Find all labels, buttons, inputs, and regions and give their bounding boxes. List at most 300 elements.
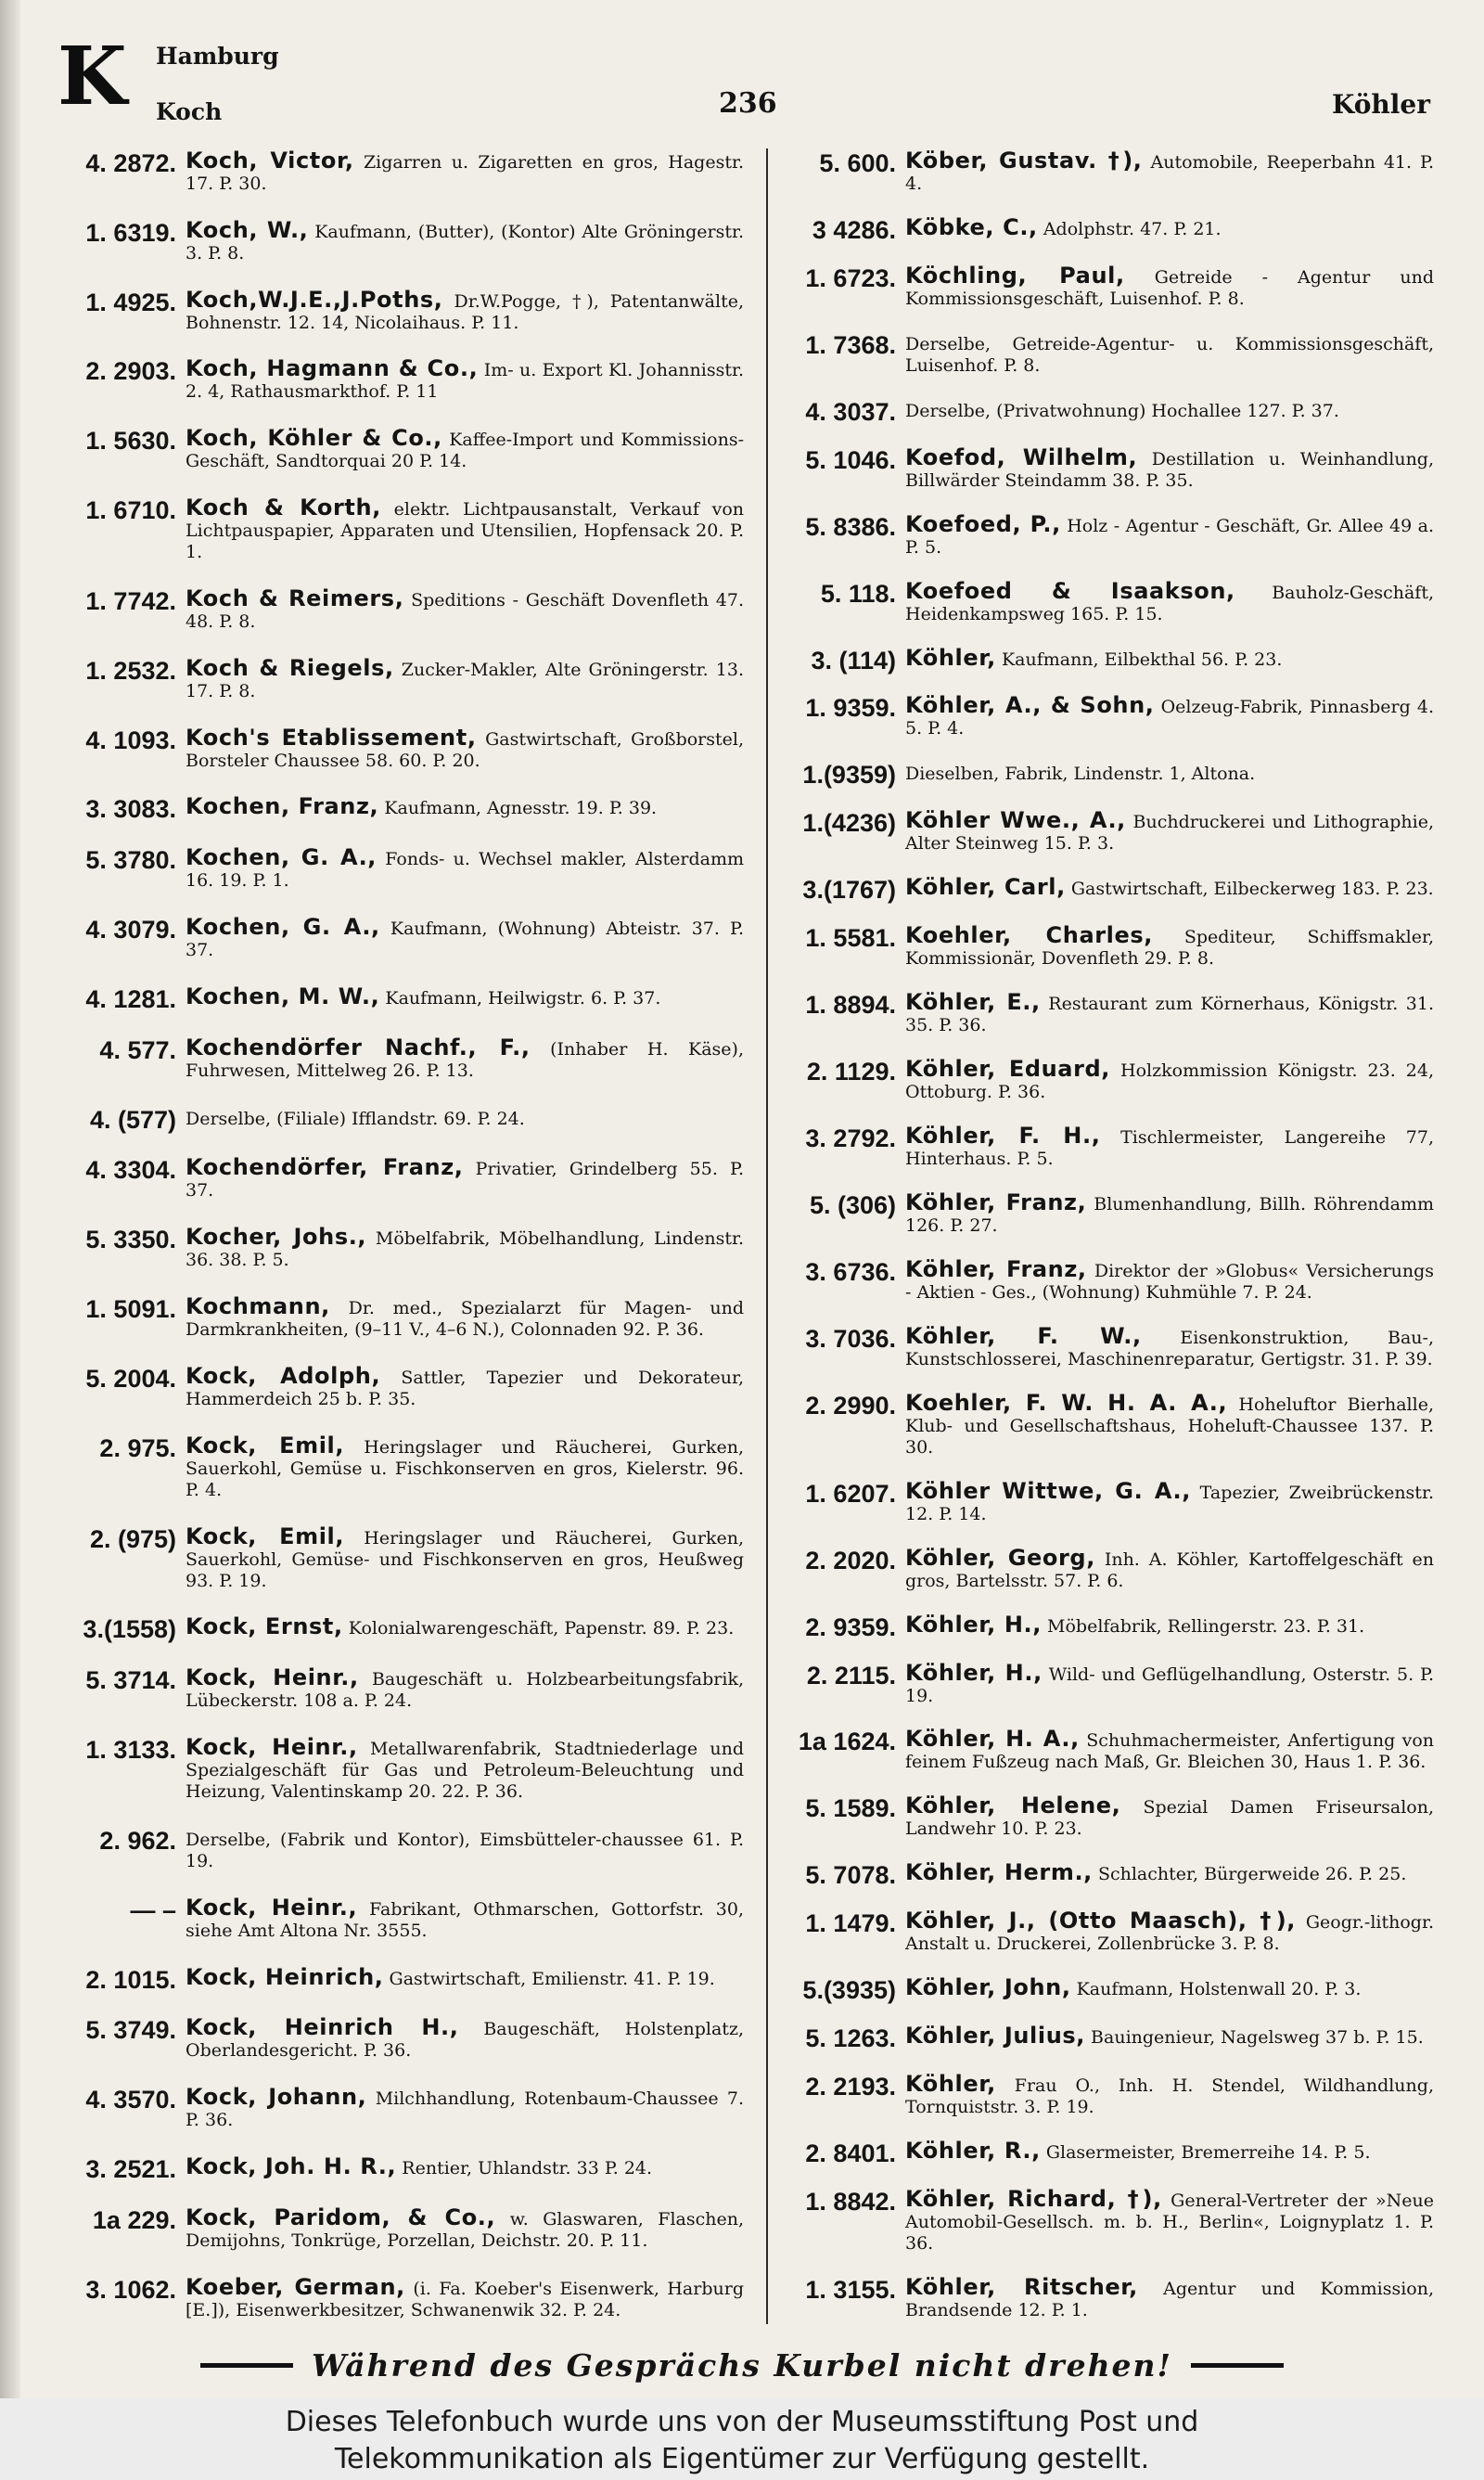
entry-text (186, 1154, 745, 1201)
directory-entry (58, 724, 744, 772)
directory-entry (774, 762, 1434, 788)
entry-details: Kaufmann, Agnesstr. 19. P. 39. (384, 798, 658, 819)
subscriber-name: Koch, Victor, (186, 148, 354, 173)
phone-number: 4. (577) (89, 1105, 176, 1134)
entry-text (186, 1963, 744, 1990)
entry-text (186, 2204, 744, 2252)
entry-details: Restaurant zum Körnerhaus, Königstr. 31. 35. P. 36. (905, 994, 1434, 1036)
entry-details: Kaufmann, Eilbekthal 56. P. 23. (1001, 649, 1283, 670)
page-number: 236 (719, 87, 777, 120)
directory-entry (774, 2071, 1434, 2118)
entry-details: Baugeschäft, Holstenplatz, Oberlandesgericht. P. 36. (186, 2019, 744, 2062)
subscriber-name: Köhler, Julius, (905, 2023, 1085, 2050)
subscriber-name: Kochen, G. A., (186, 844, 377, 871)
phone-number: 5.(3935) (802, 1976, 896, 2005)
entry-details: Fabrikant, Othmarschen, Gottorfstr. 30, siehe Amt Altona Nr. 3555. (186, 1898, 744, 1941)
entry-details: Derselbe, (Privatwohnung) Hochallee 127. P. 37. (905, 400, 1339, 421)
phone-number: 1. 6710. (85, 496, 176, 525)
subscriber-name: Köhler, Carl, (905, 874, 1066, 901)
subscriber-name: Kochendörfer Nachf., F., (186, 1034, 531, 1060)
phone-number: 3. 6736. (805, 1257, 896, 1286)
phone-number: 4. 3079. (85, 916, 176, 944)
phone-number: 1. 5630. (85, 427, 176, 456)
directory-entry (774, 1728, 1434, 1773)
directory-entry (58, 1293, 744, 1341)
phone-number: 5. 7078. (805, 1861, 896, 1890)
entry-text (905, 1910, 1434, 1955)
phone-number: 4. 1281. (85, 984, 176, 1013)
directory-entry (774, 213, 1434, 244)
entry-text (905, 807, 1435, 855)
directory-entry (774, 1611, 1434, 1641)
directory-entry (58, 1664, 744, 1712)
subscriber-name: Koch & Reimers, (186, 585, 404, 611)
subscriber-name: Koefoed, P., (905, 510, 1061, 537)
phone-number: 1. 3133. (85, 1736, 176, 1765)
entry-text (186, 1432, 744, 1501)
phone-number: 3. 2521. (85, 2155, 176, 2184)
subscriber-name: Kock, Johann, (186, 2084, 367, 2111)
phone-number: 5. 3350. (85, 1226, 176, 1254)
entry-details: elektr. Lichtpausanstalt, Verkauf von Lichtpauspapier, Apparaten und Utensilien, Hopfensack 20. P. 1. (186, 499, 745, 563)
directory-entry (774, 1859, 1434, 1890)
entry-text (905, 332, 1434, 377)
entry-text (905, 1322, 1434, 1370)
phone-number: 2. 9359. (805, 1613, 896, 1641)
subscriber-name: Köhler, F. H., (905, 1123, 1101, 1149)
entry-details: Fonds- u. Wechsel makler, Alsterdamm 16. 19. P. 1. (186, 849, 744, 892)
directory-entry (58, 1107, 744, 1133)
entry-details: Automobile, Reeperbahn 41. P. 4. (905, 152, 1434, 194)
subscriber-name: Kochen, G. A., (186, 914, 380, 941)
entry-text (905, 2185, 1435, 2255)
phone-number: 2. 1129. (806, 1058, 896, 1086)
directory-entry (774, 2273, 1435, 2321)
entry-text (905, 1974, 1434, 2001)
subscriber-name: Kock, Heinr., (186, 1664, 359, 1691)
entry-text (186, 844, 744, 892)
entry-details: Kaufmann, (Butter), (Kontor) Alte Gröningerstr. 3. P. 8. (186, 221, 744, 263)
entry-details: Inh. A. Köhler, Kartoffelgeschäft en gros, Bartelsstr. 57. P. 6. (905, 1548, 1434, 1591)
subscriber-name: Köhler, F. W., (905, 1322, 1142, 1349)
directory-entry (774, 1659, 1434, 1707)
phone-number: 4. 1093. (85, 726, 176, 754)
entry-text (905, 1728, 1434, 1773)
phone-number: 4. 2872. (85, 149, 176, 177)
entry-text (905, 1255, 1435, 1304)
entry-text (905, 2071, 1434, 2118)
phone-number: 1. 2532. (85, 656, 176, 685)
credit-banner (0, 2398, 1484, 2480)
phone-number: 3. 1062. (85, 2275, 176, 2304)
entry-text (186, 724, 744, 772)
entry-text (905, 2025, 1434, 2049)
entry-details: Heringslager und Räucherei, Gurken, Sauerkohl, Gemüse u. Fischkonserven en gros, Kielerstr. 96. P. 4. (186, 1436, 744, 1500)
entry-text (905, 922, 1434, 970)
entry-details: Dr. med., Spezialarzt für Magen- und Darmkrankheiten, (9–11 V., 4–6 N.), Colonnaden 92. P. 36. (186, 1298, 744, 1341)
directory-entry (774, 807, 1435, 855)
directory-entry (774, 1322, 1434, 1370)
directory-entry (774, 577, 1434, 625)
directory-entry (774, 1544, 1434, 1592)
phone-number: 1. 6207. (805, 1479, 896, 1508)
directory-entry (58, 1963, 744, 1994)
directory-entry (58, 2014, 744, 2062)
phone-number: 5. 8386. (805, 512, 896, 541)
phone-number: 1. 1479. (805, 1909, 896, 1938)
entry-details: Tapezier, Zweibrückenstr. 12. P. 14. (905, 1482, 1434, 1524)
left-column (58, 150, 744, 2321)
entry-details: Sattler, Tapezier und Dekorateur, Hammerdeich 25 b. P. 35. (186, 1367, 745, 1409)
entry-details: Rentier, Uhlandstr. 33 P. 24. (402, 2158, 653, 2179)
phone-number: 1. 4925. (85, 288, 176, 316)
directory-entry (774, 2185, 1435, 2255)
entry-details: Im- u. Export Kl. Johannisstr. 2. 4, Rathausmarkthof. P. 11 (186, 360, 744, 403)
phone-number: 2. 2903. (85, 357, 176, 386)
subscriber-name: Koeber, German, (186, 2273, 405, 2300)
phone-number: 1. 3155. (805, 2275, 896, 2304)
subscriber-name: Koch,W.J.E.,J.Poths, (186, 286, 443, 313)
entry-text (186, 497, 744, 563)
entry-text (186, 2153, 744, 2180)
entry-details: Bauingenieur, Nagelsweg 37 b. P. 15. (1091, 2027, 1424, 2049)
phone-number: 5. 3749. (85, 2016, 176, 2045)
entry-details: Glasermeister, Bremerreihe 14. P. 5. (1045, 2142, 1371, 2163)
entry-text (905, 1611, 1434, 1638)
entry-text (186, 355, 744, 403)
entry-details: Spediteur, Schiffsmakler, Kommissionär, Dovenfleth 29. P. 8. (905, 927, 1434, 970)
entry-text (905, 443, 1435, 492)
entry-details: Privatier, Grindelberg 55. P. 37. (186, 1159, 745, 1201)
directory-entry (774, 150, 1434, 195)
header-first-name: Koch (156, 98, 223, 125)
subscriber-name: Koch & Riegels, (186, 654, 394, 681)
directory-entry (774, 1056, 1434, 1103)
entry-details: Oelzeug-Fabrik, Pinnasberg 4. 5. P. 4. (905, 697, 1434, 739)
entry-text (186, 1107, 744, 1130)
subscriber-name: Köhler, Ritscher, (905, 2273, 1138, 2300)
subscriber-name: Köhler, John, (905, 1974, 1071, 2001)
directory-entry (774, 2025, 1434, 2051)
subscriber-name: Kock, Emil, (186, 1523, 345, 1549)
directory-entry (58, 2153, 744, 2184)
subscriber-name: Köhler, Herm., (905, 1859, 1093, 1886)
directory-entry (774, 1255, 1435, 1304)
subscriber-name: Kock, Emil, (186, 1432, 345, 1458)
entry-details: Adolphstr. 47. P. 21. (1043, 218, 1222, 239)
directory-entry (58, 1034, 744, 1082)
phone-number: 1. 8842. (805, 2187, 896, 2216)
phone-number: — – (130, 1895, 176, 1924)
subscriber-name: Kock, Heinr., (186, 1894, 358, 1921)
subscriber-name: Koehler, Charles, (905, 922, 1153, 949)
directory-entry (58, 1613, 744, 1644)
entry-text (186, 585, 744, 633)
entry-text (186, 1293, 744, 1341)
subscriber-name: Köhler, H. A., (905, 1726, 1080, 1753)
entry-text (186, 1224, 744, 1271)
directory-entry (58, 1894, 744, 1942)
entry-details: Milchhandlung, Rotenbaum-Chaussee 7. P. 36. (186, 2088, 744, 2131)
entry-details: Hoheluftor Bierhalle, Klub- und Gesellschaftshaus, Hoheluft-Chaussee 137. P. 30. (905, 1394, 1434, 1458)
phone-number: 2. 975. (99, 1433, 176, 1462)
subscriber-name: Köhler, (905, 644, 996, 671)
phone-number: 2. 962. (99, 1826, 176, 1855)
entry-details: Zigarren u. Zigaretten en gros, Hagestr. 17. P. 30. (186, 152, 744, 194)
entry-details: Eisenkonstruktion, Bau-, Kunstschlosserei, Maschinenreparatur, Gertigstr. 31. P. 39. (905, 1327, 1434, 1369)
phone-number: 1. 6319. (85, 218, 176, 247)
phone-number: 1. 5091. (85, 1295, 176, 1324)
directory-entry (58, 2084, 744, 2131)
entry-text (905, 1477, 1434, 1525)
directory-entry (774, 1477, 1434, 1525)
phone-number: 3. 7036. (805, 1324, 896, 1353)
entry-text (186, 1734, 744, 1803)
footer-notice (0, 2347, 1484, 2384)
phone-number: 4. 577. (99, 1035, 176, 1064)
entry-text (186, 1034, 744, 1082)
entry-details: (i. Fa. Koeber's Eisenwerk, Harburg [E.]), Eisenwerkbesitzer, Schwanenwik 32. P. 24. (186, 2278, 744, 2320)
subscriber-name: Koch, Hagmann & Co., (186, 355, 479, 382)
phone-number: 5. 600. (819, 149, 896, 177)
header-city: Hamburg (156, 43, 279, 70)
directory-entry (774, 1125, 1434, 1170)
directory-entry (58, 2273, 744, 2321)
subscriber-name: Kochen, Franz, (186, 793, 379, 820)
phone-number: 4. 3304. (85, 1156, 176, 1185)
directory-entry (58, 425, 744, 472)
subscriber-name: Köhler, Franz, (905, 1189, 1087, 1215)
right-column (774, 150, 1434, 2321)
section-letter: K (58, 30, 127, 123)
phone-number: 1a 229. (92, 2205, 176, 2234)
entry-text (186, 793, 744, 820)
phone-number: 1.(9359) (802, 761, 896, 790)
subscriber-name: Koch's Etablissement, (186, 724, 477, 751)
phone-number: 3.(1767) (802, 876, 896, 905)
directory-entry (58, 585, 744, 633)
entry-details: Spezial Damen Friseursalon, Landwehr 10. P. 23. (905, 1797, 1435, 1840)
subscriber-name: Kock, Paridom, & Co., (186, 2204, 496, 2230)
directory-entry (774, 262, 1434, 310)
subscriber-name: Kock, Heinrich, (186, 1963, 384, 1990)
directory-entry (774, 443, 1435, 492)
entry-details: Kolonialwarengeschäft, Papenstr. 89. P. 23. (348, 1618, 735, 1639)
entry-details: Kaffee-Import und Kommissions-Geschäft, Sandtorquai 20 P. 14. (186, 430, 744, 472)
entry-text (905, 262, 1434, 310)
subscriber-name: Köhler Wwe., A., (905, 807, 1126, 834)
phone-number: 1. 9359. (805, 694, 896, 723)
phone-number: 2. 2115. (806, 1661, 896, 1690)
entry-details: Kaufmann, Holstenwall 20. P. 3. (1076, 1979, 1362, 2000)
entry-text (186, 2014, 744, 2062)
phone-number: 3.(1558) (83, 1615, 176, 1644)
directory-entry (58, 1224, 744, 1271)
directory-entry (774, 989, 1434, 1036)
directory-entry (58, 844, 744, 892)
phone-number: 1a 1624. (798, 1728, 896, 1756)
entry-details: Derselbe, Getreide-Agentur- u. Kommissionsgeschäft, Luisenhof. P. 8. (905, 333, 1434, 376)
entry-details: Derselbe, (Fabrik und Kontor), Eimsbütteler-chaussee 61. P. 19. (186, 1829, 744, 1871)
subscriber-name: Koch & Korth, (186, 495, 381, 521)
subscriber-name: Köhler, R., (905, 2138, 1041, 2164)
entry-details: Metallwarenfabrik, Stadtniederlage und Spezialgeschäft für Gas und Petroleum-Beleuchtung und Heizung, Valentinskamp 20. 22. P. 36. (186, 1739, 744, 1803)
entry-details: Holzkommission Königstr. 23. 24, Ottoburg. P. 36. (905, 1060, 1434, 1103)
entry-text (186, 914, 744, 961)
phone-number: 4. 3037. (805, 397, 896, 426)
directory-entry (58, 1828, 744, 1872)
footer-notice-text: Während des Gesprächs Kurbel nicht drehen! (311, 2347, 1173, 2384)
entry-details: Kaufmann, Heilwigstr. 6. P. 37. (385, 987, 661, 1009)
directory-entry (774, 2140, 1434, 2166)
entry-details: Dr.W.Pogge, †), Patentanwälte, Bohnenstr. 12. 14, Nicolaihaus. P. 11. (186, 290, 744, 333)
directory-entry (58, 654, 744, 702)
directory-entry (774, 1189, 1435, 1237)
phone-number: 5. 1263. (805, 2024, 896, 2053)
subscriber-name: Koefoed & Isaakson, (905, 577, 1235, 604)
subscriber-name: Koch, Köhler & Co., (186, 425, 442, 452)
entry-details: Speditions - Geschäft Dovenfleth 47. 48. P. 8. (186, 589, 744, 632)
phone-number: 5. 2004. (85, 1364, 176, 1393)
subscriber-name: Köhler, J., (Otto Maasch), †), (905, 1908, 1297, 1934)
phone-number: 1. 5581. (805, 924, 896, 953)
directory-entry (774, 1974, 1434, 2005)
entry-text (186, 425, 744, 472)
subscriber-name: Köhler, E., (905, 989, 1041, 1016)
directory-entry (774, 510, 1434, 559)
subscriber-name: Kock, Heinrich H., (186, 2014, 459, 2041)
entry-text (186, 1664, 744, 1712)
phone-number: 2. (975) (89, 1524, 176, 1553)
entry-details: w. Glaswaren, Flaschen, Demijohns, Tonkrüge, Porzellan, Deichstr. 20. P. 11. (186, 2208, 744, 2251)
entry-details: Holz - Agentur - Geschäft, Gr. Allee 49 a. P. 5. (905, 515, 1434, 558)
entry-text (186, 2273, 744, 2321)
directory-entry (774, 1795, 1434, 1840)
subscriber-name: Kochen, M. W., (186, 983, 380, 1009)
directory-entry (774, 1910, 1434, 1955)
entry-text (905, 1544, 1434, 1592)
entry-text (905, 1125, 1434, 1170)
entry-text (186, 654, 744, 702)
entry-text (905, 692, 1434, 739)
phone-number: 3. 3083. (85, 795, 176, 824)
entry-details: Wild- und Geflügelhandlung, Osterstr. 5. P. 19. (905, 1664, 1434, 1706)
entry-details: Gastwirtschaft, Emilienstr. 41. P. 19. (389, 1968, 715, 1989)
entry-details: Geogr.-lithogr. Anstalt u. Druckerei, Zollenbrücke 3. P. 8. (905, 1912, 1434, 1955)
directory-entry (58, 2204, 744, 2252)
subscriber-name: Kocher, Johs., (186, 1224, 367, 1251)
subscriber-name: Köhler, Richard, †), (905, 2185, 1162, 2212)
credit-line-2: Telekommunikation als Eigentümer zur Verfügung gestellt. (334, 2443, 1150, 2475)
entry-text (186, 1828, 744, 1872)
entry-details: General-Vertreter der »Neue Automobil-Gesellsch. m. b. H., Berlin«, Loignyplatz 1. P. 36. (905, 2190, 1435, 2254)
footer-rule-right (1191, 2363, 1284, 2368)
phone-number: 2. 2193. (805, 2073, 896, 2101)
directory-entry (58, 150, 744, 195)
directory-entry (774, 399, 1434, 425)
entry-text (905, 1859, 1434, 1886)
entry-details: Möbelfabrik, Rellingerstr. 23. P. 31. (1047, 1615, 1365, 1637)
directory-entry (774, 692, 1434, 739)
subscriber-name: Köhler, H., (905, 1611, 1042, 1638)
subscriber-name: Köbke, C., (905, 213, 1038, 240)
subscriber-name: Köhler, A., & Sohn, (905, 692, 1155, 719)
entry-details: Tischlermeister, Langereihe 77, Hinterhaus. P. 5. (905, 1127, 1434, 1169)
subscriber-name: Kock, Heinr., (186, 1734, 358, 1761)
directory-entry (774, 1389, 1434, 1458)
entry-details: Gastwirtschaft, Großborstel, Borsteler Chaussee 58. 60. P. 20. (186, 728, 744, 771)
entry-text (905, 399, 1434, 422)
entry-text (186, 2084, 744, 2131)
subscriber-name: Köhler, Eduard, (905, 1056, 1111, 1083)
entry-text (905, 1056, 1434, 1103)
entry-text (905, 150, 1434, 195)
directory-entry (58, 1154, 745, 1201)
subscriber-name: Köhler, H., (905, 1659, 1043, 1686)
entry-details: (Inhaber H. Käse), Fuhrwesen, Mittelweg 26. P. 13. (186, 1038, 744, 1081)
phone-number: 1. 7368. (805, 330, 896, 359)
phone-number: 1. 8894. (805, 991, 896, 1020)
subscriber-name: Köhler, Franz, (905, 1255, 1087, 1282)
directory-entry (58, 355, 744, 403)
phone-number: 1.(4236) (802, 809, 896, 838)
phone-number: 5. 3780. (85, 846, 176, 875)
phone-number: 4. 3570. (85, 2086, 176, 2114)
entry-text (905, 762, 1434, 785)
entry-text (186, 1894, 744, 1942)
directory-entry (58, 216, 744, 264)
directory-entry (58, 914, 744, 961)
subscriber-name: Kochendörfer, Franz, (186, 1154, 464, 1181)
directory-entry (58, 983, 744, 1013)
entry-text (905, 2273, 1435, 2321)
directory-entry (774, 332, 1434, 377)
directory-entry (774, 922, 1434, 970)
entry-text (186, 150, 744, 195)
phone-number: 5. 118. (820, 579, 896, 608)
subscriber-name: Köhler, Helene, (905, 1793, 1121, 1819)
directory-entry (58, 1523, 744, 1592)
phone-number: 1. 6723. (805, 263, 896, 292)
entry-text (186, 216, 744, 264)
phone-number: 2. 2990. (805, 1391, 896, 1420)
column-divider (766, 148, 768, 2324)
entry-text (905, 213, 1434, 240)
subscriber-name: Kock, Adolph, (186, 1362, 381, 1389)
entry-details: Buchdruckerei und Lithographie, Alter Steinweg 15. P. 3. (905, 812, 1435, 855)
entry-details: Agentur und Kommission, Brandsende 12. P. 1. (905, 2278, 1435, 2320)
phone-number: 3. 2792. (805, 1124, 896, 1152)
directory-entry (774, 874, 1434, 905)
entry-text (905, 1189, 1435, 1237)
directory-entry (58, 1734, 744, 1803)
footer-rule-left (200, 2363, 293, 2368)
entry-details: Baugeschäft u. Holzbearbeitungsfabrik, Lübeckerstr. 108 a. P. 24. (186, 1669, 744, 1712)
directory-entry (774, 644, 1434, 675)
entry-details: Derselbe, (Filiale) Ifflandstr. 69. P. 24. (186, 1108, 525, 1129)
directory-entry (58, 793, 744, 824)
entry-text (905, 510, 1434, 559)
directory-entry (58, 1362, 745, 1410)
page-edge-shadow (0, 0, 20, 2398)
phone-number: 3 4286. (812, 215, 896, 244)
subscriber-name: Kochmann, (186, 1293, 330, 1320)
directory-entry (58, 1432, 744, 1501)
entry-details: Dieselben, Fabrik, Lindenstr. 1, Altona. (905, 764, 1256, 785)
entry-details: Schuhmachermeister, Anfertigung von feinem Fußzeug nach Maß, Gr. Bleichen 30, Haus 1. P. 36. (905, 1730, 1435, 1773)
entry-text (905, 874, 1434, 901)
subscriber-name: Kock, Joh. H. R., (186, 2153, 397, 2180)
